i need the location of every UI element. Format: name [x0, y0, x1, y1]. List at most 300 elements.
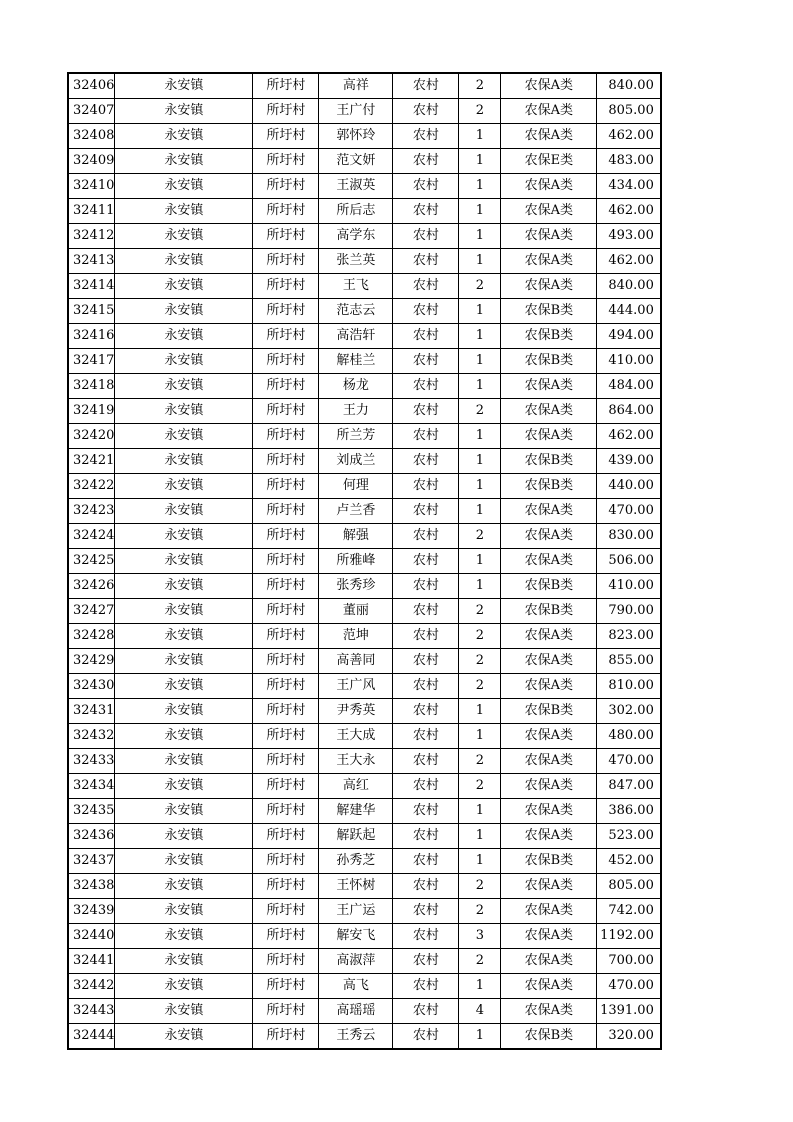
village-cell: 所圩村 [253, 349, 319, 374]
name-cell: 解建华 [319, 799, 393, 824]
record-id-cell: 32409 [68, 149, 115, 174]
area-type-cell: 农村 [393, 249, 459, 274]
household-count-cell: 1 [459, 574, 501, 599]
village-cell: 所圩村 [253, 599, 319, 624]
village-cell: 所圩村 [253, 299, 319, 324]
area-type-cell: 农村 [393, 549, 459, 574]
area-type-cell: 农村 [393, 274, 459, 299]
name-cell: 王飞 [319, 274, 393, 299]
name-cell: 范文妍 [319, 149, 393, 174]
table-row [68, 474, 661, 499]
household-count-cell: 2 [459, 899, 501, 924]
amount-cell: 462.00 [597, 249, 661, 274]
household-count-cell: 1 [459, 349, 501, 374]
town-cell: 永安镇 [115, 174, 253, 199]
village-cell: 所圩村 [253, 749, 319, 774]
household-count-cell: 2 [459, 649, 501, 674]
amount-cell: 506.00 [597, 549, 661, 574]
amount-cell: 470.00 [597, 499, 661, 524]
village-cell: 所圩村 [253, 624, 319, 649]
table-body [68, 73, 661, 1049]
amount-cell: 302.00 [597, 699, 661, 724]
village-cell: 所圩村 [253, 99, 319, 124]
record-id-cell: 32415 [68, 299, 115, 324]
area-type-cell: 农村 [393, 399, 459, 424]
village-cell: 所圩村 [253, 524, 319, 549]
area-type-cell: 农村 [393, 924, 459, 949]
area-type-cell: 农村 [393, 149, 459, 174]
name-cell: 高淑萍 [319, 949, 393, 974]
amount-cell: 410.00 [597, 349, 661, 374]
household-count-cell: 2 [459, 599, 501, 624]
record-id-cell: 32439 [68, 899, 115, 924]
amount-cell: 700.00 [597, 949, 661, 974]
category-cell: 农保A类 [501, 974, 597, 999]
record-id-cell: 32423 [68, 499, 115, 524]
record-id-cell: 32410 [68, 174, 115, 199]
amount-cell: 855.00 [597, 649, 661, 674]
name-cell: 王广风 [319, 674, 393, 699]
area-type-cell: 农村 [393, 449, 459, 474]
town-cell: 永安镇 [115, 249, 253, 274]
amount-cell: 494.00 [597, 324, 661, 349]
area-type-cell: 农村 [393, 124, 459, 149]
category-cell: 农保B类 [501, 574, 597, 599]
record-id-cell: 32430 [68, 674, 115, 699]
record-id-cell: 32438 [68, 874, 115, 899]
category-cell: 农保B类 [501, 1024, 597, 1050]
amount-cell: 823.00 [597, 624, 661, 649]
area-type-cell: 农村 [393, 824, 459, 849]
name-cell: 范坤 [319, 624, 393, 649]
table-row [68, 674, 661, 699]
household-count-cell: 1 [459, 174, 501, 199]
category-cell: 农保A类 [501, 624, 597, 649]
amount-cell: 470.00 [597, 974, 661, 999]
category-cell: 农保A类 [501, 949, 597, 974]
area-type-cell: 农村 [393, 224, 459, 249]
name-cell: 高飞 [319, 974, 393, 999]
village-cell: 所圩村 [253, 799, 319, 824]
amount-cell: 790.00 [597, 599, 661, 624]
area-type-cell: 农村 [393, 424, 459, 449]
area-type-cell: 农村 [393, 299, 459, 324]
category-cell: 农保B类 [501, 349, 597, 374]
table-row [68, 424, 661, 449]
category-cell: 农保A类 [501, 73, 597, 99]
record-id-cell: 32428 [68, 624, 115, 649]
category-cell: 农保A类 [501, 524, 597, 549]
area-type-cell: 农村 [393, 199, 459, 224]
table-row [68, 73, 661, 99]
village-cell: 所圩村 [253, 674, 319, 699]
area-type-cell: 农村 [393, 599, 459, 624]
category-cell: 农保A类 [501, 374, 597, 399]
town-cell: 永安镇 [115, 799, 253, 824]
amount-cell: 1391.00 [597, 999, 661, 1024]
data-table [67, 72, 662, 1050]
town-cell: 永安镇 [115, 349, 253, 374]
table-row [68, 324, 661, 349]
area-type-cell: 农村 [393, 649, 459, 674]
village-cell: 所圩村 [253, 849, 319, 874]
amount-cell: 462.00 [597, 424, 661, 449]
town-cell: 永安镇 [115, 299, 253, 324]
table-row [68, 974, 661, 999]
table-row [68, 399, 661, 424]
village-cell: 所圩村 [253, 199, 319, 224]
record-id-cell: 32421 [68, 449, 115, 474]
amount-cell: 462.00 [597, 199, 661, 224]
amount-cell: 434.00 [597, 174, 661, 199]
record-id-cell: 32414 [68, 274, 115, 299]
name-cell: 杨龙 [319, 374, 393, 399]
household-count-cell: 2 [459, 874, 501, 899]
table-row [68, 374, 661, 399]
amount-cell: 1192.00 [597, 924, 661, 949]
area-type-cell: 农村 [393, 749, 459, 774]
name-cell: 王淑英 [319, 174, 393, 199]
category-cell: 农保A类 [501, 99, 597, 124]
name-cell: 何理 [319, 474, 393, 499]
category-cell: 农保A类 [501, 824, 597, 849]
table-row [68, 299, 661, 324]
household-count-cell: 1 [459, 324, 501, 349]
category-cell: 农保A类 [501, 199, 597, 224]
village-cell: 所圩村 [253, 774, 319, 799]
name-cell: 董丽 [319, 599, 393, 624]
record-id-cell: 32429 [68, 649, 115, 674]
village-cell: 所圩村 [253, 999, 319, 1024]
area-type-cell: 农村 [393, 674, 459, 699]
area-type-cell: 农村 [393, 624, 459, 649]
household-count-cell: 1 [459, 149, 501, 174]
household-count-cell: 2 [459, 624, 501, 649]
amount-cell: 440.00 [597, 474, 661, 499]
town-cell: 永安镇 [115, 849, 253, 874]
category-cell: 农保A类 [501, 899, 597, 924]
category-cell: 农保A类 [501, 499, 597, 524]
category-cell: 农保A类 [501, 874, 597, 899]
name-cell: 孙秀芝 [319, 849, 393, 874]
town-cell: 永安镇 [115, 924, 253, 949]
name-cell: 解安飞 [319, 924, 393, 949]
amount-cell: 805.00 [597, 874, 661, 899]
category-cell: 农保A类 [501, 724, 597, 749]
household-count-cell: 1 [459, 549, 501, 574]
category-cell: 农保A类 [501, 274, 597, 299]
village-cell: 所圩村 [253, 824, 319, 849]
category-cell: 农保B类 [501, 599, 597, 624]
area-type-cell: 农村 [393, 949, 459, 974]
town-cell: 永安镇 [115, 524, 253, 549]
household-count-cell: 1 [459, 974, 501, 999]
household-count-cell: 1 [459, 224, 501, 249]
table-row [68, 99, 661, 124]
table-row [68, 749, 661, 774]
household-count-cell: 1 [459, 849, 501, 874]
town-cell: 永安镇 [115, 724, 253, 749]
name-cell: 王力 [319, 399, 393, 424]
name-cell: 王广付 [319, 99, 393, 124]
name-cell: 高浩轩 [319, 324, 393, 349]
town-cell: 永安镇 [115, 449, 253, 474]
record-id-cell: 32442 [68, 974, 115, 999]
table-row [68, 124, 661, 149]
household-count-cell: 2 [459, 399, 501, 424]
village-cell: 所圩村 [253, 149, 319, 174]
household-count-cell: 1 [459, 299, 501, 324]
name-cell: 卢兰香 [319, 499, 393, 524]
table-row [68, 174, 661, 199]
amount-cell: 840.00 [597, 274, 661, 299]
table-row [68, 449, 661, 474]
town-cell: 永安镇 [115, 424, 253, 449]
category-cell: 农保A类 [501, 424, 597, 449]
area-type-cell: 农村 [393, 774, 459, 799]
village-cell: 所圩村 [253, 874, 319, 899]
town-cell: 永安镇 [115, 224, 253, 249]
record-id-cell: 32440 [68, 924, 115, 949]
table-row [68, 799, 661, 824]
record-id-cell: 32417 [68, 349, 115, 374]
record-id-cell: 32408 [68, 124, 115, 149]
record-id-cell: 32441 [68, 949, 115, 974]
record-id-cell: 32411 [68, 199, 115, 224]
household-count-cell: 1 [459, 424, 501, 449]
document-page [67, 72, 662, 1050]
town-cell: 永安镇 [115, 774, 253, 799]
record-id-cell: 32437 [68, 849, 115, 874]
amount-cell: 830.00 [597, 524, 661, 549]
record-id-cell: 32435 [68, 799, 115, 824]
table-row [68, 199, 661, 224]
category-cell: 农保A类 [501, 399, 597, 424]
amount-cell: 470.00 [597, 749, 661, 774]
town-cell: 永安镇 [115, 374, 253, 399]
amount-cell: 452.00 [597, 849, 661, 874]
amount-cell: 484.00 [597, 374, 661, 399]
record-id-cell: 32444 [68, 1024, 115, 1050]
table-row [68, 349, 661, 374]
category-cell: 农保A类 [501, 249, 597, 274]
amount-cell: 386.00 [597, 799, 661, 824]
amount-cell: 483.00 [597, 149, 661, 174]
name-cell: 所兰芳 [319, 424, 393, 449]
amount-cell: 805.00 [597, 99, 661, 124]
name-cell: 解桂兰 [319, 349, 393, 374]
town-cell: 永安镇 [115, 999, 253, 1024]
household-count-cell: 1 [459, 799, 501, 824]
category-cell: 农保B类 [501, 474, 597, 499]
village-cell: 所圩村 [253, 124, 319, 149]
category-cell: 农保A类 [501, 124, 597, 149]
category-cell: 农保B类 [501, 299, 597, 324]
town-cell: 永安镇 [115, 699, 253, 724]
record-id-cell: 32407 [68, 99, 115, 124]
area-type-cell: 农村 [393, 1024, 459, 1050]
table-row [68, 699, 661, 724]
name-cell: 高红 [319, 774, 393, 799]
table-row [68, 549, 661, 574]
amount-cell: 847.00 [597, 774, 661, 799]
record-id-cell: 32427 [68, 599, 115, 624]
household-count-cell: 2 [459, 99, 501, 124]
area-type-cell: 农村 [393, 899, 459, 924]
town-cell: 永安镇 [115, 599, 253, 624]
household-count-cell: 2 [459, 749, 501, 774]
amount-cell: 320.00 [597, 1024, 661, 1050]
record-id-cell: 32425 [68, 549, 115, 574]
village-cell: 所圩村 [253, 549, 319, 574]
amount-cell: 480.00 [597, 724, 661, 749]
village-cell: 所圩村 [253, 249, 319, 274]
category-cell: 农保A类 [501, 549, 597, 574]
name-cell: 张秀珍 [319, 574, 393, 599]
amount-cell: 410.00 [597, 574, 661, 599]
area-type-cell: 农村 [393, 799, 459, 824]
village-cell: 所圩村 [253, 974, 319, 999]
amount-cell: 444.00 [597, 299, 661, 324]
amount-cell: 864.00 [597, 399, 661, 424]
amount-cell: 523.00 [597, 824, 661, 849]
household-count-cell: 1 [459, 499, 501, 524]
table-row [68, 724, 661, 749]
household-count-cell: 1 [459, 449, 501, 474]
area-type-cell: 农村 [393, 524, 459, 549]
table-row [68, 924, 661, 949]
name-cell: 王大永 [319, 749, 393, 774]
record-id-cell: 32412 [68, 224, 115, 249]
village-cell: 所圩村 [253, 899, 319, 924]
household-count-cell: 2 [459, 524, 501, 549]
village-cell: 所圩村 [253, 73, 319, 99]
name-cell: 范志云 [319, 299, 393, 324]
name-cell: 高善同 [319, 649, 393, 674]
table-row [68, 774, 661, 799]
table-row [68, 1024, 661, 1050]
household-count-cell: 2 [459, 73, 501, 99]
village-cell: 所圩村 [253, 174, 319, 199]
table-row [68, 999, 661, 1024]
household-count-cell: 1 [459, 824, 501, 849]
category-cell: 农保B类 [501, 849, 597, 874]
town-cell: 永安镇 [115, 499, 253, 524]
record-id-cell: 32424 [68, 524, 115, 549]
table-row [68, 524, 661, 549]
town-cell: 永安镇 [115, 949, 253, 974]
area-type-cell: 农村 [393, 849, 459, 874]
category-cell: 农保B类 [501, 324, 597, 349]
household-count-cell: 1 [459, 474, 501, 499]
household-count-cell: 1 [459, 699, 501, 724]
table-row [68, 824, 661, 849]
name-cell: 王怀树 [319, 874, 393, 899]
village-cell: 所圩村 [253, 224, 319, 249]
category-cell: 农保A类 [501, 674, 597, 699]
area-type-cell: 农村 [393, 99, 459, 124]
category-cell: 农保A类 [501, 924, 597, 949]
amount-cell: 810.00 [597, 674, 661, 699]
category-cell: 农保A类 [501, 649, 597, 674]
town-cell: 永安镇 [115, 124, 253, 149]
amount-cell: 462.00 [597, 124, 661, 149]
household-count-cell: 2 [459, 274, 501, 299]
household-count-cell: 2 [459, 674, 501, 699]
village-cell: 所圩村 [253, 924, 319, 949]
name-cell: 王广运 [319, 899, 393, 924]
name-cell: 尹秀英 [319, 699, 393, 724]
amount-cell: 493.00 [597, 224, 661, 249]
amount-cell: 840.00 [597, 73, 661, 99]
village-cell: 所圩村 [253, 474, 319, 499]
household-count-cell: 1 [459, 124, 501, 149]
area-type-cell: 农村 [393, 324, 459, 349]
household-count-cell: 3 [459, 924, 501, 949]
category-cell: 农保A类 [501, 774, 597, 799]
town-cell: 永安镇 [115, 874, 253, 899]
village-cell: 所圩村 [253, 699, 319, 724]
name-cell: 高祥 [319, 73, 393, 99]
name-cell: 解强 [319, 524, 393, 549]
town-cell: 永安镇 [115, 624, 253, 649]
town-cell: 永安镇 [115, 73, 253, 99]
town-cell: 永安镇 [115, 674, 253, 699]
town-cell: 永安镇 [115, 474, 253, 499]
category-cell: 农保E类 [501, 149, 597, 174]
household-count-cell: 1 [459, 1024, 501, 1050]
household-count-cell: 4 [459, 999, 501, 1024]
household-count-cell: 2 [459, 949, 501, 974]
category-cell: 农保B类 [501, 449, 597, 474]
record-id-cell: 32436 [68, 824, 115, 849]
table-row [68, 149, 661, 174]
village-cell: 所圩村 [253, 324, 319, 349]
village-cell: 所圩村 [253, 399, 319, 424]
table-row [68, 849, 661, 874]
record-id-cell: 32419 [68, 399, 115, 424]
area-type-cell: 农村 [393, 374, 459, 399]
name-cell: 所后志 [319, 199, 393, 224]
category-cell: 农保A类 [501, 999, 597, 1024]
table-row [68, 224, 661, 249]
town-cell: 永安镇 [115, 99, 253, 124]
household-count-cell: 1 [459, 249, 501, 274]
area-type-cell: 农村 [393, 874, 459, 899]
household-count-cell: 1 [459, 199, 501, 224]
record-id-cell: 32413 [68, 249, 115, 274]
village-cell: 所圩村 [253, 1024, 319, 1050]
household-count-cell: 1 [459, 374, 501, 399]
amount-cell: 439.00 [597, 449, 661, 474]
household-count-cell: 1 [459, 724, 501, 749]
name-cell: 王秀云 [319, 1024, 393, 1050]
town-cell: 永安镇 [115, 974, 253, 999]
area-type-cell: 农村 [393, 974, 459, 999]
record-id-cell: 32422 [68, 474, 115, 499]
village-cell: 所圩村 [253, 649, 319, 674]
area-type-cell: 农村 [393, 499, 459, 524]
category-cell: 农保A类 [501, 749, 597, 774]
town-cell: 永安镇 [115, 649, 253, 674]
town-cell: 永安镇 [115, 899, 253, 924]
area-type-cell: 农村 [393, 474, 459, 499]
category-cell: 农保A类 [501, 174, 597, 199]
table-row [68, 499, 661, 524]
town-cell: 永安镇 [115, 324, 253, 349]
town-cell: 永安镇 [115, 574, 253, 599]
record-id-cell: 32420 [68, 424, 115, 449]
